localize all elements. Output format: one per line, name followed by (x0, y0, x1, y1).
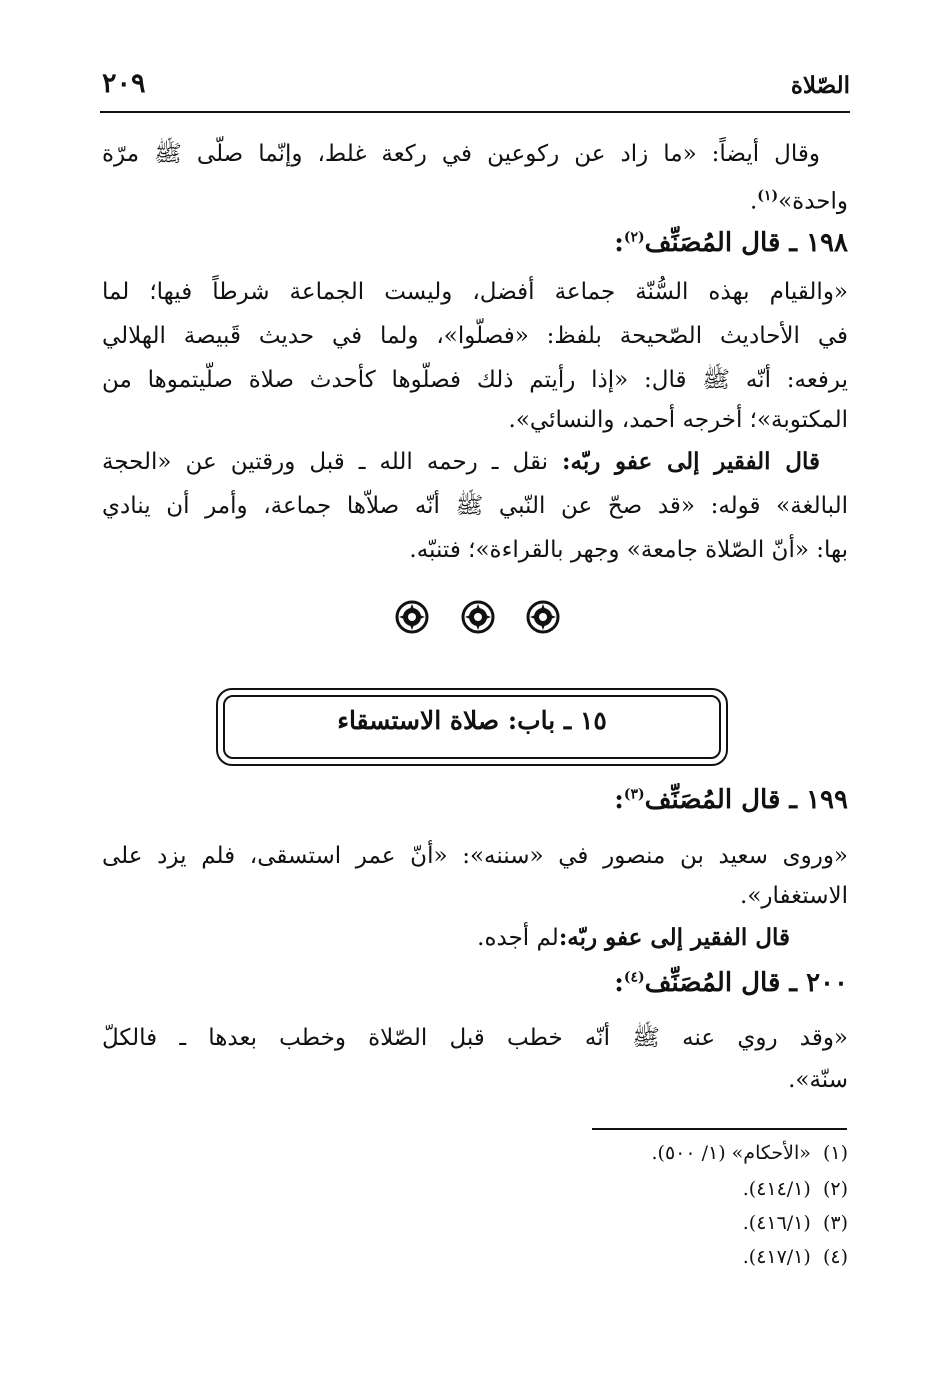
author-lead: قال الفقير إلى عفو ربّه: (558, 924, 790, 951)
paragraph-line: «وقد روي عنه ﷺ أنّه خطب قبل الصّلاة وخطب بعدها ـ فالكلّ (102, 1025, 848, 1051)
footnote (743, 1178, 848, 1200)
footnote-rule (592, 1128, 847, 1130)
paragraph-line: في الأحاديث الصّحيحة بلفظ: «فصلّوا»، ولما في حديث قَبيصة الهلالي (102, 323, 848, 349)
paragraph-line: الاستغفار». (740, 883, 848, 909)
section-heading (614, 785, 848, 815)
footnote-ref: (٣) (623, 786, 645, 803)
punctuation: : (614, 228, 624, 258)
page-header (100, 68, 850, 106)
footnote-ref: (٤) (623, 969, 645, 986)
author-lead: قال الفقير إلى عفو ربّه: (562, 448, 820, 475)
paragraph-line: البالغة» قوله: «قد صحّ عن النّبي ﷺ أنّه صلاّها جماعة، وأمر أن ينادي (102, 493, 848, 519)
intro-line (102, 176, 848, 222)
intro-line: وقال أيضاً: «ما زاد عن ركوعين في ركعة غلط، وإنّما صلّى ﷺ مرّة (102, 141, 820, 167)
page-number: ٢٠٩ (102, 68, 146, 99)
footnote-number: (٣) (822, 1212, 848, 1234)
footnote-text: (٤١٤/١). (742, 1178, 811, 1200)
paragraph-line (102, 918, 790, 958)
footnote-number: (١) (822, 1142, 848, 1164)
footnote-number: (٤) (822, 1246, 848, 1268)
paragraph-text: لم أجده. (477, 925, 559, 951)
ornamental-rosette-icon (395, 600, 429, 634)
heading-text: ١٩٩ ـ قال المُصَنِّف (644, 785, 848, 815)
paragraph-line: «والقيام بهذه السُّنّة جماعة أفضل، وليست الجماعة شرطاً فيها؛ لما (102, 279, 848, 305)
footnote-text: (٤١٦/١). (742, 1212, 811, 1234)
paragraph-line: بها: «أنّ الصّلاة جامعة» وجهر بالقراءة»؛ فتنبّه. (409, 537, 848, 563)
paragraph-line (102, 442, 820, 482)
footnote-ref: (٢) (623, 229, 645, 246)
punctuation: : (614, 968, 624, 998)
paragraph-line: المكتوبة»؛ أخرجه أحمد، والنسائي». (508, 407, 848, 433)
ornamental-rosette-icon (526, 600, 560, 634)
footnote-text: «الأحكام» (١/ ٥٠٠). (651, 1142, 811, 1164)
section-heading (614, 228, 848, 258)
footnote-ref: (١) (757, 188, 779, 204)
section-heading (614, 968, 848, 998)
ornament-divider (395, 600, 560, 636)
footnote (743, 1212, 848, 1234)
heading-text: ١٩٨ ـ قال المُصَنِّف (644, 228, 848, 258)
footnote-text: (٤١٧/١). (742, 1246, 811, 1268)
paragraph-text: نقل ـ رحمه الله ـ قبل ورقتين عن «الحجة (102, 449, 562, 475)
intro-text: واحدة» (778, 188, 848, 215)
running-title: الصّلاة (790, 72, 850, 99)
ornamental-rosette-icon (461, 600, 495, 634)
footnote (651, 1142, 848, 1164)
heading-text: ٢٠٠ ـ قال المُصَنِّف (644, 968, 848, 998)
punctuation: . (749, 188, 758, 215)
chapter-title: ١٥ ـ باب: صلاة الاستسقاء (337, 706, 607, 735)
chapter-title-box (216, 688, 728, 766)
paragraph-line: «وروى سعيد بن منصور في «سننه»: «أنّ عمر استسقى، فلم يزد على (102, 843, 848, 869)
paragraph-line: سنّة». (788, 1067, 848, 1093)
paragraph-line: يرفعه: أنّه ﷺ قال: «إذا رأيتم ذلك فصلّوها كأحدث صلاة صلّيتموها من (102, 367, 848, 393)
footnote-number: (٢) (822, 1178, 848, 1200)
footnote (743, 1246, 848, 1268)
header-rule (100, 111, 850, 113)
punctuation: : (614, 785, 624, 815)
